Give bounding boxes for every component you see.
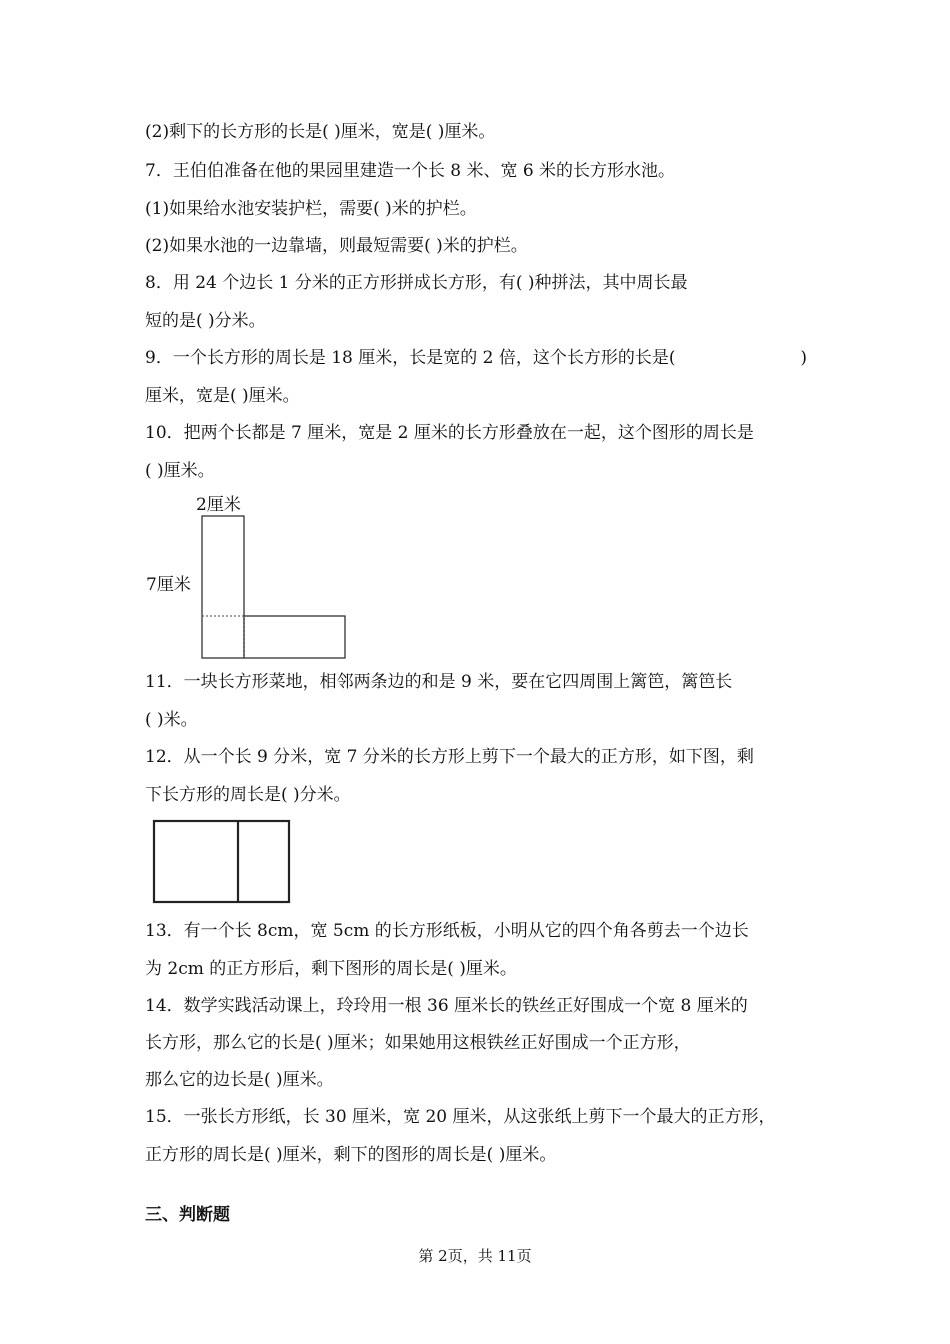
q6-part2-line: (2)剩下的长方形的长是( )厘米，宽是( )厘米。 <box>145 122 496 142</box>
q11-line-2: ( )米。 <box>145 710 198 730</box>
q13-line-1: 13．有一个长 8cm，宽 5cm 的长方形纸板，小明从它的四个角各剪去一个边长 <box>145 921 749 941</box>
q12-outer-rectangle <box>154 821 289 902</box>
q9-line-2: 厘米，宽是( )厘米。 <box>145 386 300 406</box>
section-heading: 三、判断题 <box>145 1205 230 1225</box>
q8-line-2: 短的是( )分米。 <box>145 311 266 331</box>
q10-line-1: 10．把两个长都是 7 厘米，宽是 2 厘米的长方形叠放在一起，这个图形的周长是 <box>145 423 754 443</box>
q8-line-1: 8．用 24 个边长 1 分米的正方形拼成长方形，有( )种拼法，其中周长最 <box>145 273 688 293</box>
page-footer: 第 2页，共 11页 <box>418 1247 532 1265</box>
q10-figure-height-label: 7厘米 <box>146 575 191 595</box>
q15-line-2: 正方形的周长是( )厘米，剩下的图形的周长是( )厘米。 <box>145 1145 557 1165</box>
q13-line-2: 为 2cm 的正方形后，剩下图形的周长是( )厘米。 <box>145 959 517 979</box>
q14-line-2: 长方形，那么它的长是( )厘米；如果她用这根铁丝正好围成一个正方形， <box>145 1033 691 1053</box>
q7-stem-line: 7．王伯伯准备在他的果园里建造一个长 8 米、宽 6 米的长方形水池。 <box>145 161 676 181</box>
q12-line-2: 下长方形的周长是( )分米。 <box>145 785 351 805</box>
q7-part1-line: (1)如果给水池安装护栏，需要( )米的护栏。 <box>145 199 477 219</box>
q7-part2-line: (2)如果水池的一边靠墙，则最短需要( )米的护栏。 <box>145 236 528 256</box>
q9-line-1-text: 9．一个长方形的周长是 18 厘米，长是宽的 2 倍，这个长方形的长是( <box>145 348 676 368</box>
q9-line-1-paren-end: ) <box>800 348 807 368</box>
q15-line-1: 15．一张长方形纸，长 30 厘米，宽 20 厘米，从这张纸上剪下一个最大的正方形， <box>145 1107 776 1127</box>
q10-figure-width-label: 2厘米 <box>196 495 241 515</box>
q11-line-1: 11．一块长方形菜地，相邻两条边的和是 9 米，要在它四周围上篱笆，篱笆长 <box>145 672 733 692</box>
q14-line-1: 14．数学实践活动课上，玲玲用一根 36 厘米长的铁丝正好围成一个宽 8 厘米的 <box>145 996 748 1016</box>
q12-line-1: 12．从一个长 9 分米，宽 7 分米的长方形上剪下一个最大的正方形，如下图，剩 <box>145 747 754 767</box>
q14-line-3: 那么它的边长是( )厘米。 <box>145 1070 334 1090</box>
q10-line-2: ( )厘米。 <box>145 461 215 481</box>
